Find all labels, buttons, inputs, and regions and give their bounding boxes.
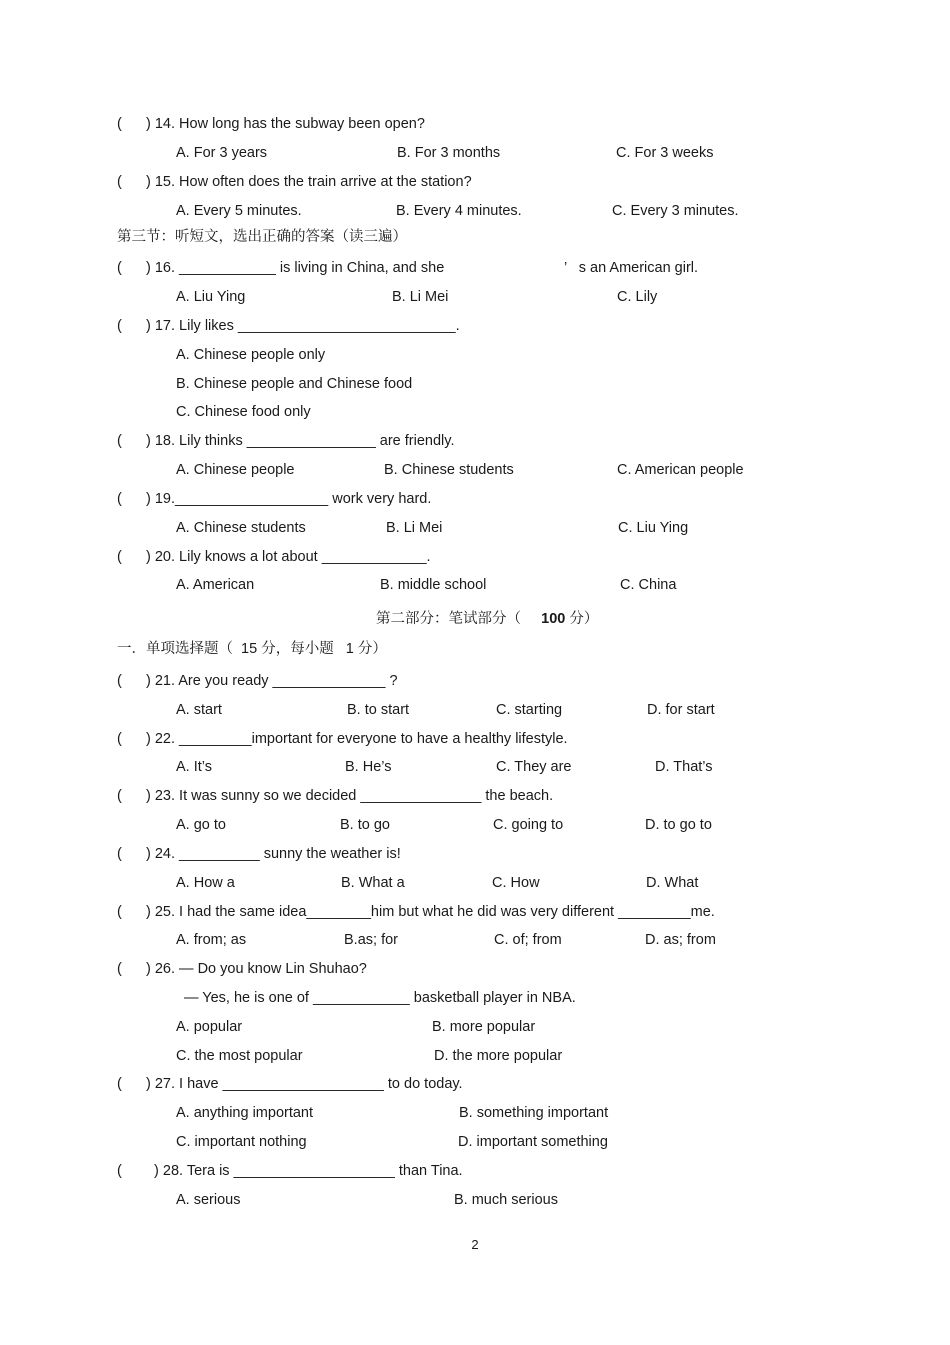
option-19c[interactable]: C. Liu Ying <box>618 520 689 536</box>
option-28a[interactable]: A. serious <box>176 1192 241 1208</box>
option-20a[interactable]: A. American <box>176 577 255 593</box>
option-21b[interactable]: B. to start <box>347 702 410 718</box>
question-26-reply: — Yes, he is one of ____________ basketball player in NBA. <box>184 990 576 1006</box>
option-15b[interactable]: B. Every 4 minutes. <box>396 203 522 219</box>
part-title <box>376 610 598 628</box>
page-number: 2 <box>471 1237 479 1252</box>
question-16: ( ) 16. ____________ is living in China, and she <box>117 260 445 276</box>
option-20c[interactable]: C. China <box>620 577 677 593</box>
question-16-tail: ’ s an American girl. <box>564 260 699 276</box>
option-25a[interactable]: A. from; as <box>176 932 247 948</box>
option-26c[interactable]: C. the most popular <box>176 1048 303 1064</box>
option-19a[interactable]: A. Chinese students <box>176 520 306 536</box>
question-21: ( ) 21. Are you ready ______________ ? <box>117 673 398 689</box>
question-19: ( ) 19.___________________ work very hard. <box>117 491 432 507</box>
question-24: ( ) 24. __________ sunny the weather is! <box>117 846 401 862</box>
option-24a[interactable]: A. How a <box>176 875 235 891</box>
option-21a[interactable]: A. start <box>176 702 222 718</box>
option-23a[interactable]: A. go to <box>176 817 226 833</box>
option-27d[interactable]: D. important something <box>458 1134 608 1150</box>
option-25d[interactable]: D. as; from <box>645 932 716 948</box>
question-26: ( ) 26. — Do you know Lin Shuhao? <box>117 961 367 977</box>
question-27: ( ) 27. I have ____________________ to do today. <box>117 1076 463 1092</box>
option-23b[interactable]: B. to go <box>340 817 390 833</box>
part-title-c: 分） <box>569 611 599 627</box>
option-27c[interactable]: C. important nothing <box>176 1134 307 1150</box>
option-24b[interactable]: B. What a <box>341 875 405 891</box>
option-26a[interactable]: A. popular <box>176 1019 243 1035</box>
question-23: ( ) 23. It was sunny so we decided _______________ the beach. <box>117 788 554 804</box>
option-23d[interactable]: D. to go to <box>645 817 712 833</box>
option-27a[interactable]: A. anything important <box>176 1105 314 1121</box>
option-18a[interactable]: A. Chinese people <box>176 462 295 478</box>
option-21c[interactable]: C. starting <box>496 702 563 718</box>
option-16b[interactable]: B. Li Mei <box>392 289 449 305</box>
option-26d[interactable]: D. the more popular <box>434 1048 563 1064</box>
question-14: ( ) 14. How long has the subway been open? <box>117 116 425 132</box>
option-16a[interactable]: A. Liu Ying <box>176 289 246 305</box>
question-28: ( ) 28. Tera is ____________________ than Tina. <box>117 1163 463 1179</box>
option-24c[interactable]: C. How <box>492 875 540 891</box>
part-title-score: 100 <box>541 611 566 627</box>
option-14c[interactable]: C. For 3 weeks <box>616 145 714 161</box>
option-22c[interactable]: C. They are <box>496 759 572 775</box>
option-27b[interactable]: B. something important <box>459 1105 609 1121</box>
option-22b[interactable]: B. He’s <box>345 759 392 775</box>
section-title: 第三节：听短文，选出正确的答案（读三遍） <box>117 229 407 245</box>
option-14b[interactable]: B. For 3 months <box>397 145 501 161</box>
question-20: ( ) 20. Lily knows a lot about _____________. <box>117 549 431 565</box>
option-26b[interactable]: B. more popular <box>432 1019 536 1035</box>
option-22a[interactable]: A. It’s <box>176 759 212 775</box>
option-23c[interactable]: C. going to <box>493 817 564 833</box>
option-19b[interactable]: B. Li Mei <box>386 520 443 536</box>
option-20b[interactable]: B. middle school <box>380 577 487 593</box>
option-25b[interactable]: B.as; for <box>344 932 398 948</box>
option-15a[interactable]: A. Every 5 minutes. <box>176 203 302 219</box>
part-title-a: 第二部分：笔试部分（ <box>376 611 521 627</box>
option-21d[interactable]: D. for start <box>647 702 715 718</box>
mc-section-title: 一．单项选择题（ 15 分，每小题 1 分） <box>117 641 387 657</box>
option-18b[interactable]: B. Chinese students <box>384 462 514 478</box>
option-18c[interactable]: C. American people <box>617 462 744 478</box>
question-15: ( ) 15. How often does the train arrive at the station? <box>117 174 472 190</box>
option-28b[interactable]: B. much serious <box>454 1192 558 1208</box>
question-25: ( ) 25. I had the same idea________him but what he did was very different _________me. <box>117 904 715 920</box>
option-15c[interactable]: C. Every 3 minutes. <box>612 203 739 219</box>
option-16c[interactable]: C. Lily <box>617 289 658 305</box>
option-22d[interactable]: D. That’s <box>655 759 713 775</box>
option-24d[interactable]: D. What <box>646 875 699 891</box>
question-22: ( ) 22. _________important for everyone to have a healthy lifestyle. <box>117 731 568 747</box>
option-17b[interactable]: B. Chinese people and Chinese food <box>176 376 413 392</box>
question-18: ( ) 18. Lily thinks ________________ are friendly. <box>117 433 455 449</box>
option-25c[interactable]: C. of; from <box>494 932 562 948</box>
option-17c[interactable]: C. Chinese food only <box>176 404 311 420</box>
question-17: ( ) 17. Lily likes ___________________________. <box>117 318 460 334</box>
option-14a[interactable]: A. For 3 years <box>176 145 268 161</box>
option-17a[interactable]: A. Chinese people only <box>176 347 326 363</box>
